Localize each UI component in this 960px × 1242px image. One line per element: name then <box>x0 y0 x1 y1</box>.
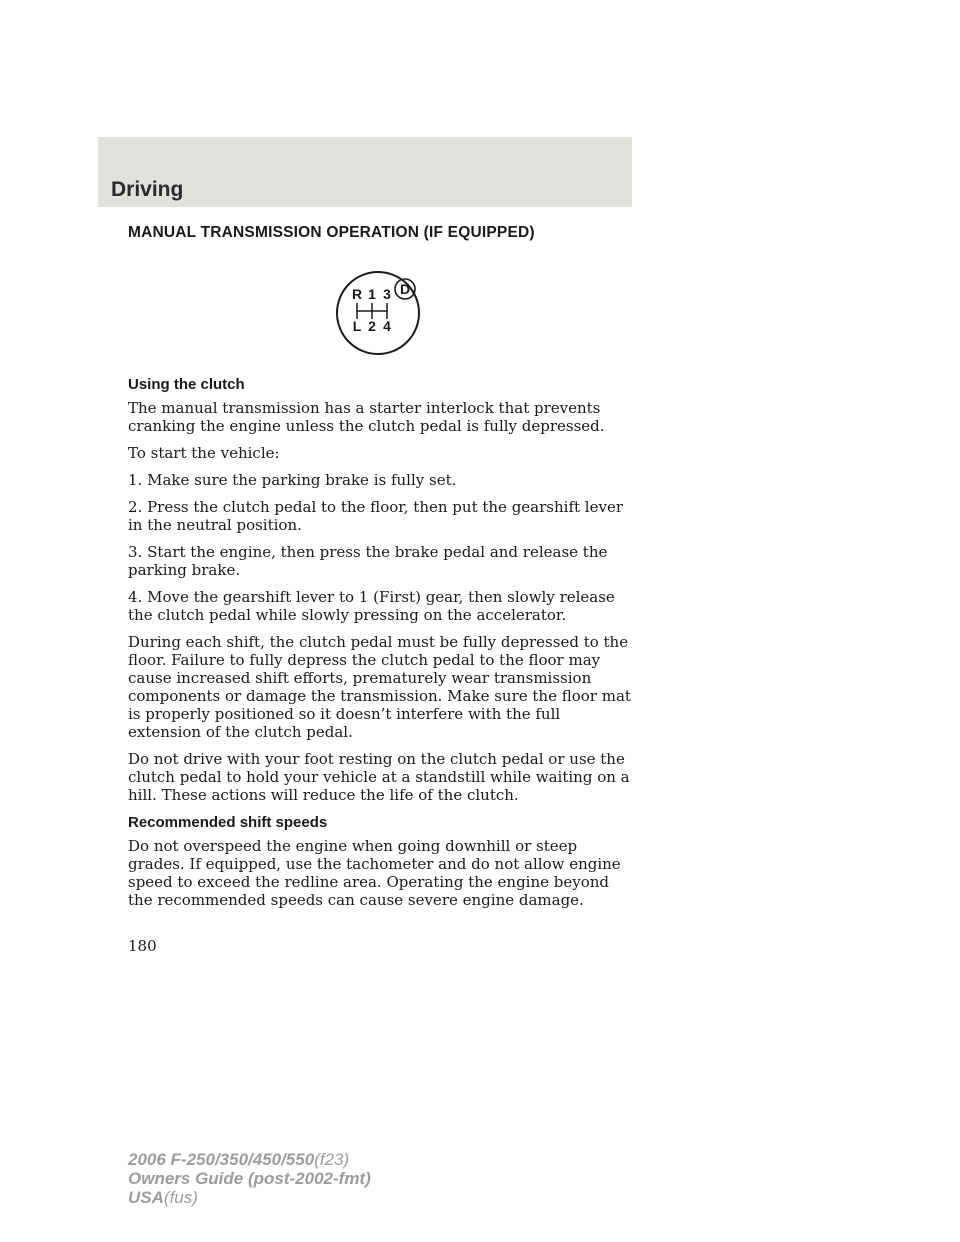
gear-label-1: 1 <box>368 286 376 302</box>
gear-label-2: 2 <box>368 318 376 334</box>
paragraph: During each shift, the clutch pedal must be fully depressed to the floor. Failure to fully depress the clutch pedal to the floor may cause increased shift efforts, prematurely wear transmission components or damage the transmission. Make sure the floor mat is properly positioned so it doesn’t interfere with the full extension of the clutch pedal. <box>128 633 631 741</box>
gear-label-circled: D <box>399 281 411 297</box>
step-item: 1. Make sure the parking brake is fully set. <box>128 471 457 489</box>
footer <box>128 1150 371 1207</box>
gear-label-3: 3 <box>383 286 391 302</box>
page-number: 180 <box>128 937 157 955</box>
paragraph: To start the vehicle: <box>128 444 280 462</box>
subheading-using-the-clutch: Using the clutch <box>128 376 245 393</box>
section-title: Driving <box>111 178 184 201</box>
subheading-recommended-shift-speeds: Recommended shift speeds <box>128 814 328 831</box>
footer-line-model: 2006 F-250/350/450/550(f23) <box>128 1150 350 1169</box>
gear-shift-pattern-icon <box>335 270 421 356</box>
step-item: 4. Move the gearshift lever to 1 (First) gear, then slowly release the clutch pedal while slowly pressing on the accelerator. <box>128 588 615 624</box>
gear-label-l: L <box>352 318 362 334</box>
gear-label-r: R <box>351 286 363 302</box>
footer-line-market: USA(fus) <box>128 1188 198 1207</box>
step-item: 2. Press the clutch pedal to the floor, then put the gearshift lever in the neutral position. <box>128 498 623 534</box>
page-heading: MANUAL TRANSMISSION OPERATION (IF EQUIPPED) <box>128 224 535 241</box>
body-text <box>128 376 638 918</box>
footer-line-guide: Owners Guide (post-2002-fmt) <box>128 1169 371 1188</box>
paragraph: Do not overspeed the engine when going downhill or steep grades. If equipped, use the tachometer and do not allow engine speed to exceed the redline area. Operating the engine beyond the recommended speeds can cause severe engine damage. <box>128 837 621 909</box>
paragraph: Do not drive with your foot resting on the clutch pedal or use the clutch pedal to hold your vehicle at a standstill while waiting on a hill. These actions will reduce the life of the clutch. <box>128 750 630 804</box>
gear-label-4: 4 <box>383 318 391 334</box>
paragraph: The manual transmission has a starter interlock that prevents cranking the engine unless the clutch pedal is fully depressed. <box>128 399 605 435</box>
step-item: 3. Start the engine, then press the brake pedal and release the parking brake. <box>128 543 608 579</box>
